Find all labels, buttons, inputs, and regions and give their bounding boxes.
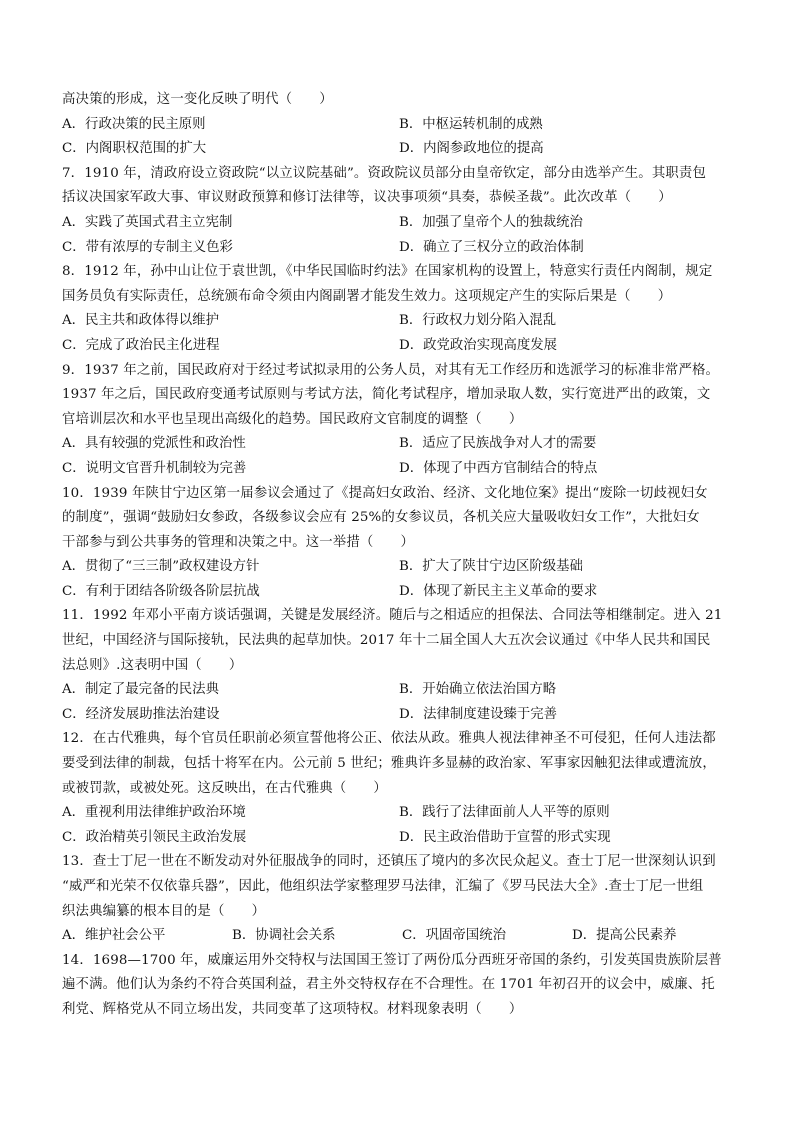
question-11-stem-line-1: 11．1992 年邓小平南方谈话强调，关键是发展经济。随后与之相适应的担保法、合同法等相继制定。进入 21	[62, 608, 723, 624]
question-10-stem-line-3: 干部参与到公共事务的管理和决策之中。这一举措（ ）	[62, 534, 415, 550]
option-a[interactable]: A．制定了最完备的民法典	[62, 682, 219, 698]
option-a[interactable]: A．民主共和政体得以维护	[62, 313, 219, 329]
question-13-options-row	[62, 924, 742, 949]
option-d[interactable]: D．民主政治借助于宣誓的形式实现	[399, 829, 611, 845]
option-a[interactable]: A．行政决策的民主原则	[62, 116, 206, 132]
option-c[interactable]: C．内阁职权范围的扩大	[62, 141, 207, 157]
question-10-options-row-1	[62, 555, 742, 580]
option-c[interactable]: C．政治精英引领民主政治发展	[62, 829, 247, 845]
option-c[interactable]: C．经济发展助推法治建设	[62, 706, 220, 722]
question-6-options-row-2	[62, 137, 742, 162]
question-13-stem-line-3: 织法典编纂的根本目的是（ ）	[62, 903, 266, 919]
option-a[interactable]: A．实践了英国式君主立宪制	[62, 214, 233, 230]
option-c[interactable]: C．说明文官晋升机制较为完善	[62, 460, 247, 476]
question-8-options-row-2	[62, 334, 742, 359]
question-12-options-row-1	[62, 801, 742, 826]
question-13-stem-line-1: 13．查士丁尼一世在不断发动对外征服战争的同时，还镇压了境内的多次民众起义。查士丁尼一世深刻认识到	[62, 854, 716, 870]
question-11-stem-line-2: 世纪，中国经济与国际接轨，民法典的起草加快。2017 年十二届全国人大五次会议通过《中华人民共和国民	[62, 633, 711, 649]
option-b[interactable]: B．适应了民族战争对人才的需要	[399, 436, 597, 452]
option-b[interactable]: B．扩大了陕甘宁边区阶级基础	[399, 559, 583, 575]
option-c[interactable]: C．完成了政治民主化进程	[62, 337, 220, 353]
option-c[interactable]: C．带有浓厚的专制主义色彩	[62, 239, 233, 255]
option-d[interactable]: D．政党政治实现高度发展	[399, 337, 558, 353]
option-b[interactable]: B．加强了皇帝个人的独裁统治	[399, 214, 583, 230]
option-b[interactable]: B．开始确立依法治国方略	[399, 682, 557, 698]
question-9-options-row-2	[62, 457, 742, 482]
option-d[interactable]: D．内阁参政地位的提高	[399, 141, 544, 157]
question-9-stem-line-3: 官培训层次和水平也呈现出高级化的趋势。国民政府文官制度的调整（ ）	[62, 411, 523, 427]
question-10-stem-line-2: 的制度”，强调“鼓励妇女参政，各级参议会应有 25%的女参议员，各机关应大量吸收妇女工作”，大批妇女	[62, 510, 700, 526]
question-7-stem-line-1: 7．1910 年，清政府设立资政院“以立议院基础”。资政院议员部分由皇帝钦定，部分由选举产生。其职责包	[62, 165, 706, 181]
question-8-options-row-1	[62, 309, 742, 334]
question-11-options-row-2	[62, 703, 742, 728]
question-8-stem-line-2: 国务员负有实际责任，总统颁布命令须由内阁副署才能发生效力。这项规定产生的实际后果是（ ）	[62, 288, 672, 304]
question-7-stem-line-2: 括议决国家军政大事、审议财政预算和修订法律等，议决事项须“具奏，恭候圣裁”。此次改革（ ）	[62, 190, 672, 206]
question-9-stem-line-1: 9．1937 年之前，国民政府对于经过考试拟录用的公务人员，对其有无工作经历和选派学习的标准非常严格。	[62, 362, 720, 378]
option-a[interactable]: A．具有较强的党派性和政治性	[62, 436, 246, 452]
question-12-stem-line-1: 12．在古代雅典，每个官员任职前必须宣誓他将公正、依法从政。雅典人视法律神圣不可侵犯，任何人违法都	[62, 731, 716, 747]
option-d[interactable]: D．提高公民素养	[572, 928, 677, 944]
question-13-stem-line-2: “威严和光荣不仅依靠兵器”，因此，他组织法学家整理罗马法律，汇编了《罗马民法大全》.查士丁尼一世组	[62, 879, 704, 894]
option-b[interactable]: B．协调社会关系	[232, 928, 336, 944]
option-a[interactable]: A．贯彻了“三三制”政权建设方针	[62, 559, 260, 575]
option-c[interactable]: C．有利于团结各阶级各阶层抗战	[62, 583, 260, 599]
option-b[interactable]: B．践行了法律面前人人平等的原则	[399, 805, 610, 821]
option-a[interactable]: A．维护社会公平	[62, 928, 166, 944]
question-14-stem-line-1: 14．1698—1700 年，威廉运用外交特权与法国国王签订了两份瓜分西班牙帝国的条约，引发英国贵族阶层普	[62, 952, 722, 968]
question-12-options-row-2	[62, 826, 742, 851]
question-6-stem-tail: 高决策的形成，这一变化反映了明代（ ）	[62, 92, 333, 107]
question-7-options-row-2	[62, 236, 742, 261]
question-11-options-row-1	[62, 678, 742, 703]
question-9-stem-line-2: 1937 年之后，国民政府变通考试原则与考试方法，简化考试程序，增加录取人数，实行宽进严出的政策，文	[62, 387, 711, 403]
option-d[interactable]: D．法律制度建设臻于完善	[399, 706, 558, 722]
option-a[interactable]: A．重视利用法律维护政治环境	[62, 805, 246, 821]
question-10-stem-line-1: 10．1939 年陕甘宁边区第一届参议会通过了《提高妇女政治、经济、文化地位案》提出“废除一切歧视妇女	[62, 485, 708, 501]
question-14-stem-line-2: 遍不满。他们认为条约不符合英国利益，君主外交特权存在不合理性。在 1701 年初召开的议会中，威廉、托	[62, 977, 715, 993]
question-6-options-row-1	[62, 113, 742, 138]
exam-page	[62, 88, 742, 1023]
option-d[interactable]: D．体现了中西方官制结合的特点	[399, 460, 598, 476]
option-d[interactable]: D．体现了新民主主义革命的要求	[399, 583, 598, 599]
question-10-options-row-2	[62, 580, 742, 605]
question-11-stem-line-3: 法总则》.这表明中国（ ）	[62, 657, 243, 673]
option-c[interactable]: C．巩固帝国统治	[402, 928, 506, 944]
question-8-stem-line-1: 8．1912 年，孙中山让位于袁世凯，《中华民国临时约法》在国家机构的设置上，特意实行责任内阁制，规定	[62, 264, 713, 280]
option-b[interactable]: B．中枢运转机制的成熟	[399, 116, 543, 132]
question-12-stem-line-3: 或被罚款，或被处死。这反映出，在古代雅典（ ）	[62, 780, 387, 796]
question-7-options-row-1	[62, 211, 742, 236]
option-d[interactable]: D．确立了三权分立的政治体制	[399, 239, 584, 255]
option-b[interactable]: B．行政权力划分陷入混乱	[399, 313, 557, 329]
question-9-options-row-1	[62, 432, 742, 457]
question-14-stem-line-3: 利党、辉格党从不同立场出发，共同变革了这项特权。材料现象表明（ ）	[62, 1001, 523, 1017]
question-12-stem-line-2: 要受到法律的制裁，包括十将军在内。公元前 5 世纪；雅典许多显赫的政治家、军事家因触犯法律或遭流放，	[62, 756, 716, 772]
